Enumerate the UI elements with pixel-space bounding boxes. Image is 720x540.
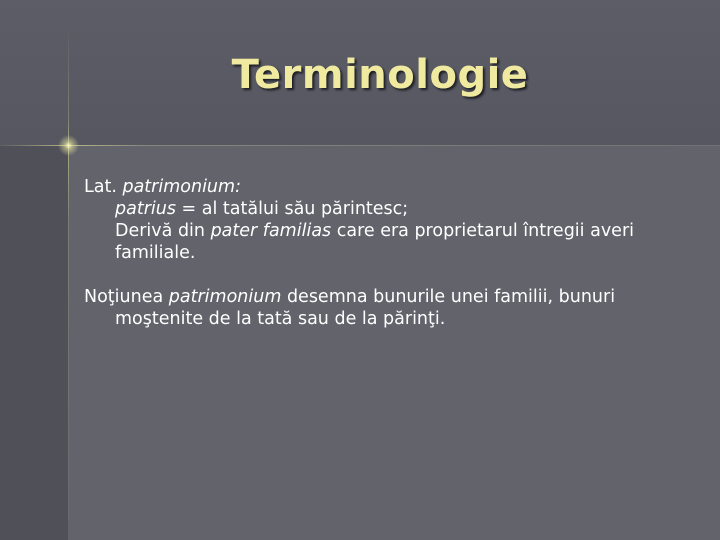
term-patrimonium: patrimonium: <box>122 177 241 197</box>
slide-title: Terminologie <box>231 52 529 98</box>
left-margin-band <box>0 145 68 540</box>
paragraph-patrius <box>84 198 684 220</box>
paragraph-text: = al tatălui său părintesc; <box>175 199 409 219</box>
term-pater-familias: pater familias <box>210 221 332 241</box>
sparkle-icon <box>56 133 81 158</box>
paragraph-derivation <box>84 220 684 264</box>
paragraph-text: desemna bunurile unei familii, bunuri moştenite de la tată sau de la părinţi. <box>115 287 616 329</box>
paragraph-latin-term <box>84 176 684 198</box>
paragraph-notion <box>84 286 684 330</box>
paragraph-lead: Derivă din <box>115 221 211 241</box>
paragraph-gap <box>84 264 684 286</box>
paragraph-lead: Lat. <box>84 177 123 197</box>
paragraph-text: care era proprietarul întregii averi familiale. <box>115 221 634 263</box>
slide-body <box>84 176 684 330</box>
paragraph-lead: Noţiunea <box>84 287 169 307</box>
horizontal-accent-line <box>0 145 720 146</box>
term-patrius: patrius <box>115 199 176 219</box>
term-patrimonium: patrimonium <box>168 287 282 307</box>
